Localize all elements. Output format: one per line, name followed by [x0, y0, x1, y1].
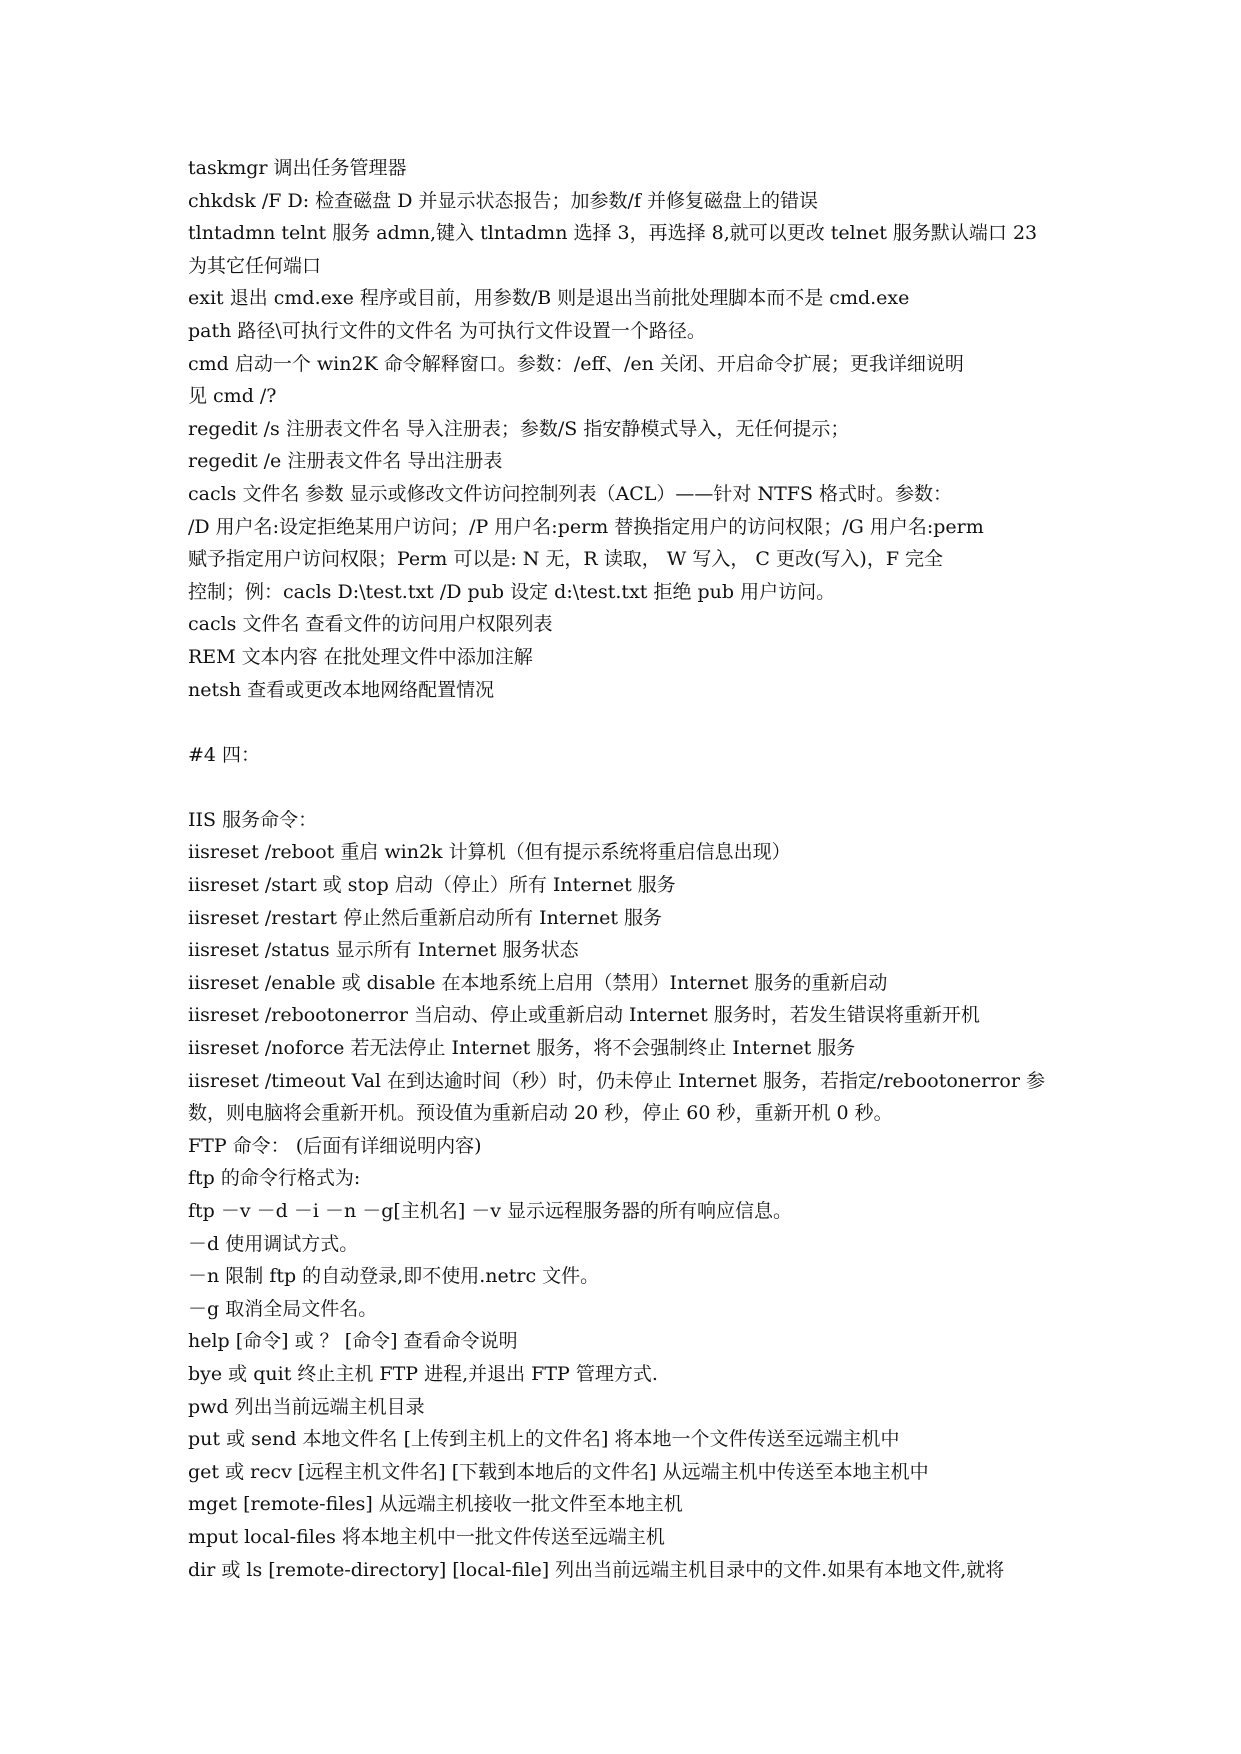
- text-line: 控制；例：cacls D:\test.txt /D pub 设定 d:\test.txt 拒绝 pub 用户访问。: [188, 580, 836, 603]
- text-line: ftp －v －d －i －n －g[主机名] －v 显示远程服务器的所有响应信息。: [188, 1200, 793, 1222]
- section-heading: #4 四：: [188, 743, 261, 766]
- text-line: －g 取消全局文件名。: [188, 1297, 378, 1320]
- text-line: regedit /e 注册表文件名 导出注册表: [188, 450, 503, 473]
- text-line: iisreset /status 显示所有 Internet 服务状态: [188, 939, 579, 962]
- text-line: tlntadmn telnt 服务 admn,键入 tlntadmn 选择 3，再选择 8,就可以更改 telnet 服务默认端口 23: [188, 222, 1038, 245]
- text-line: iisreset /timeout Val 在到达逾时间（秒）时，仍未停止 Internet 服务，若指定/rebootonerror 参: [188, 1069, 1045, 1092]
- text-line: chkdsk /F D: 检查磁盘 D 并显示状态报告；加参数/f 并修复磁盘上的错误: [188, 189, 818, 212]
- text-line: －d 使用调试方式。: [188, 1232, 359, 1255]
- text-line: bye 或 quit 终止主机 FTP 进程,并退出 FTP 管理方式.: [188, 1362, 658, 1385]
- text-line: iisreset /rebootonerror 当启动、停止或重新启动 Internet 服务时，若发生错误将重新开机: [188, 1004, 980, 1027]
- text-line: regedit /s 注册表文件名 导入注册表；参数/S 指安静模式导入，无任何提示；: [188, 417, 850, 440]
- text-line: iisreset /start 或 stop 启动（停止）所有 Internet 服务: [188, 874, 676, 897]
- text-line: iisreset /noforce 若无法停止 Internet 服务，将不会强制终止 Internet 服务: [188, 1037, 856, 1060]
- text-line: cacls 文件名 参数 显示或修改文件访问控制列表（ACL）——针对 NTFS 格式时。参数：: [188, 482, 953, 505]
- text-line: mput local-files 将本地主机中一批文件传送至远端主机: [188, 1525, 665, 1548]
- text-line: pwd 列出当前远端主机目录: [188, 1395, 425, 1418]
- text-line: iisreset /reboot 重启 win2k 计算机（但有提示系统将重启信息出现）: [188, 841, 791, 864]
- text-line: 赋予指定用户访问权限；Perm 可以是: N 无，R 读取， W 写入， C 更改(写入)，F 完全: [188, 548, 944, 571]
- text-line: cacls 文件名 查看文件的访问用户权限列表: [188, 613, 553, 636]
- text-line: put 或 send 本地文件名 [上传到主机上的文件名] 将本地一个文件传送至远端主机中: [188, 1428, 900, 1451]
- text-line: ftp 的命令行格式为:: [188, 1167, 361, 1190]
- text-line: path 路径\可执行文件的文件名 为可执行文件设置一个路径。: [188, 319, 706, 342]
- text-line: taskmgr 调出任务管理器: [188, 157, 407, 179]
- text-line: 见 cmd /?: [188, 385, 277, 408]
- text-line: dir 或 ls [remote-directory] [local-file] 列出当前远端主机目录中的文件.如果有本地文件,就将: [188, 1558, 1005, 1581]
- text-line: 数，则电脑将会重新开机。预设值为重新启动 20 秒，停止 60 秒，重新开机 0 秒。: [188, 1102, 893, 1125]
- text-line: help [命令] 或 ？ [命令] 查看命令说明: [188, 1330, 518, 1353]
- text-line: get 或 recv [远程主机文件名] [下载到本地后的文件名] 从远端主机中传送至本地主机中: [188, 1460, 929, 1483]
- text-line: －n 限制 ftp 的自动登录,即不使用.netrc 文件。: [188, 1265, 600, 1288]
- text-line: iisreset /restart 停止然后重新启动所有 Internet 服务: [188, 906, 662, 929]
- text-line: netsh 查看或更改本地网络配置情况: [188, 678, 495, 701]
- blank-line: [188, 706, 1088, 739]
- text-line: exit 退出 cmd.exe 程序或目前，用参数/B 则是退出当前批处理脚本而不是 cmd.exe: [188, 287, 910, 310]
- text-line: mget [remote-files] 从远端主机接收一批文件至本地主机: [188, 1493, 683, 1516]
- text-line: iisreset /enable 或 disable 在本地系统上启用（禁用）Internet 服务的重新启动: [188, 971, 888, 994]
- text-line: IIS 服务命令：: [188, 808, 318, 831]
- document-page: [188, 152, 1088, 1586]
- text-line: /D 用户名:设定拒绝某用户访问；/P 用户名:perm 替换指定用户的访问权限；/G 用户名:perm: [188, 515, 984, 538]
- text-line: cmd 启动一个 win2K 命令解释窗口。参数：/eff、/en 关闭、开启命令扩展；更我详细说明: [188, 352, 964, 375]
- blank-line: [188, 771, 1088, 804]
- text-line: REM 文本内容 在批处理文件中添加注解: [188, 645, 533, 668]
- text-line: FTP 命令： (后面有详细说明内容): [188, 1134, 482, 1157]
- text-line: 为其它任何端口: [188, 254, 322, 277]
